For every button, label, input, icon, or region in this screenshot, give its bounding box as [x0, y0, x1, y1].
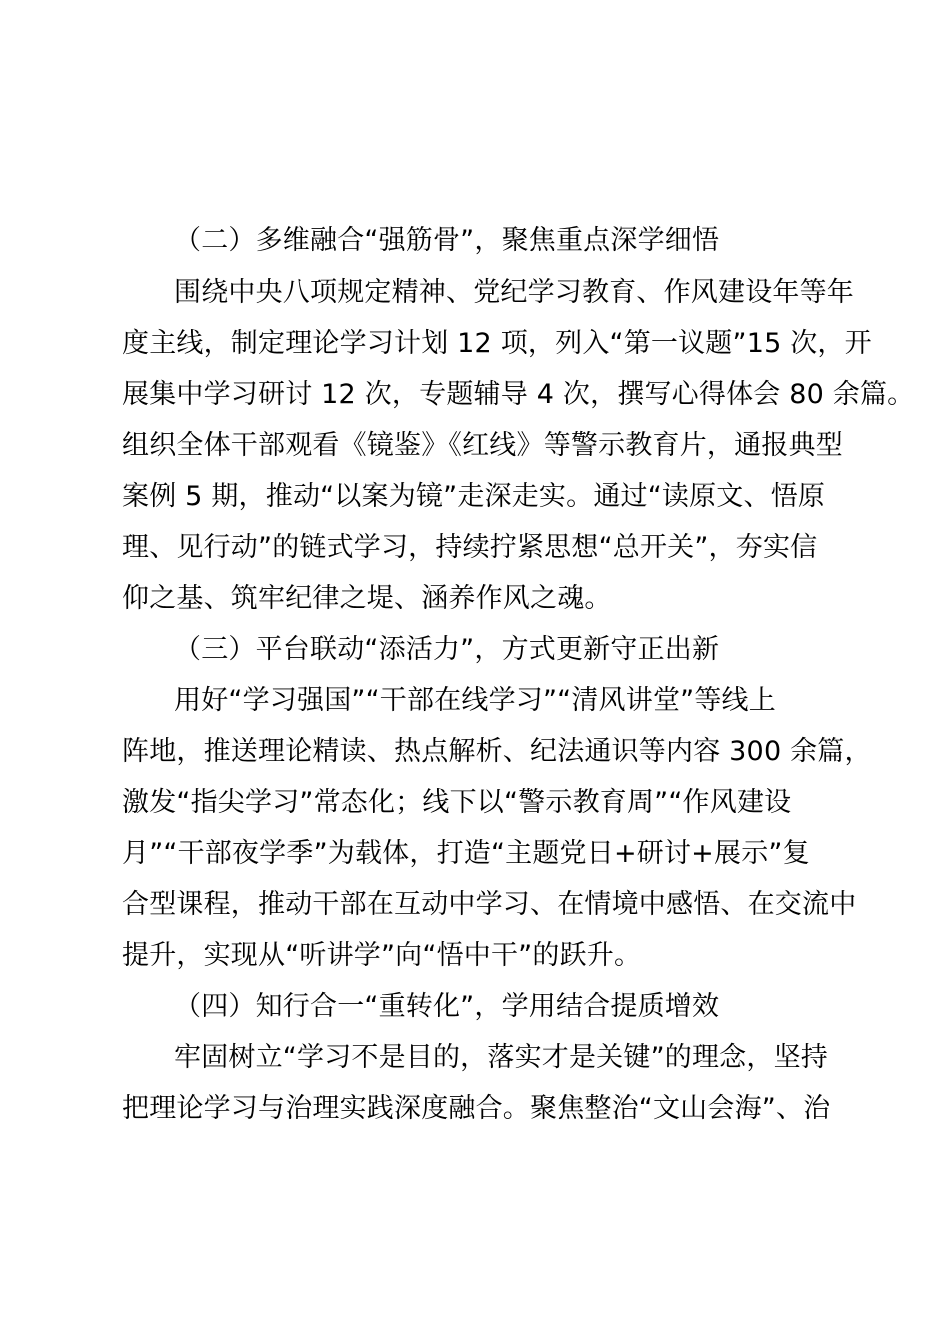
paragraph-line: 度主线，制定理论学习计划 12 项，列入“第一议题”15 次，开 — [122, 328, 872, 359]
section-heading-2: （二）多维融合“强筋骨”，聚焦重点深学细悟 — [174, 225, 720, 256]
section-heading-4: （四）知行合一“重转化”，学用结合提质增效 — [174, 991, 720, 1022]
section-heading-3: （三）平台联动“添活力”，方式更新守正出新 — [174, 634, 720, 665]
paragraph-line: 理、见行动”的链式学习，持续拧紧思想“总开关”，夯实信 — [122, 532, 818, 563]
paragraph-line: 仰之基、筑牢纪律之堤、涵养作风之魂。 — [122, 583, 612, 614]
paragraph-line: 激发“指尖学习”常态化；线下以“警示教育周”“作风建设 — [122, 787, 792, 818]
paragraph-line: 组织全体干部观看《镜鉴》《红线》等警示教育片，通报典型 — [122, 430, 843, 461]
paragraph-line: 用好“学习强国”“干部在线学习”“清风讲堂”等线上 — [174, 685, 776, 716]
paragraph-line: 提升，实现从“听讲学”向“悟中干”的跃升。 — [122, 940, 642, 971]
paragraph-line: 把理论学习与治理实践深度融合。聚焦整治“文山会海”、治 — [122, 1093, 831, 1124]
paragraph-line: 阵地，推送理论精读、热点解析、纪法通识等内容 300 余篇， — [122, 736, 872, 767]
paragraph-line: 牢固树立“学习不是目的，落实才是关键”的理念，坚持 — [174, 1042, 828, 1073]
paragraph-line: 合型课程，推动干部在互动中学习、在情境中感悟、在交流中 — [122, 889, 857, 920]
paragraph-line: 月”“干部夜学季”为载体，打造“主题党日+研讨+展示”复 — [122, 838, 810, 869]
paragraph-line: 围绕中央八项规定精神、党纪学习教育、作风建设年等年 — [174, 277, 854, 308]
paragraph-line: 案例 5 期，推动“以案为镜”走深走实。通过“读原文、悟原 — [122, 481, 826, 512]
paragraph-line: 展集中学习研讨 12 次，专题辅导 4 次，撰写心得体会 80 余篇。 — [122, 379, 915, 410]
